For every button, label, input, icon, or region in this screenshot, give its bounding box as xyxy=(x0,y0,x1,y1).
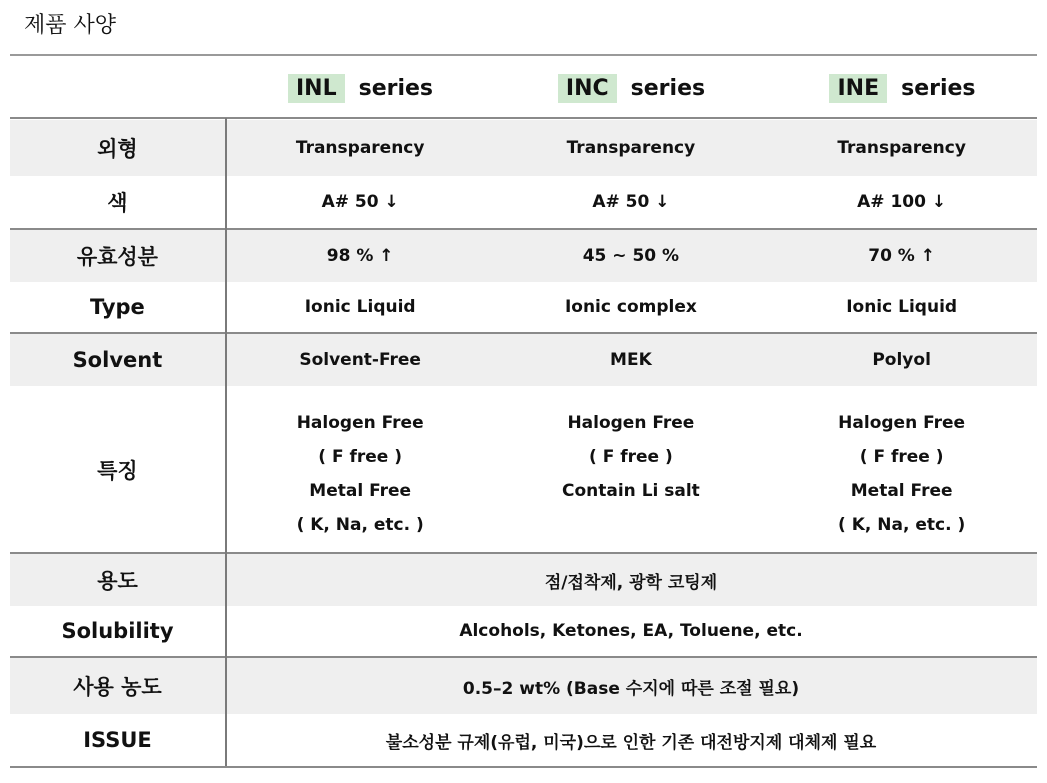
feature-line: ( F free ) xyxy=(859,447,944,467)
header-ine xyxy=(767,68,1038,108)
feature-line: ( F free ) xyxy=(318,447,403,467)
row-concentration xyxy=(10,658,1037,714)
feature-line: Halogen Free xyxy=(838,413,966,433)
cell-inc: 45 ~ 50 % xyxy=(582,246,680,266)
feature-line: Halogen Free xyxy=(296,413,424,433)
feature-line: Metal Free xyxy=(850,481,953,501)
cell-inc: Ionic complex xyxy=(564,297,697,317)
feature-line: ( F free ) xyxy=(589,447,673,467)
row-label: 사용 농도 xyxy=(73,675,162,699)
row-label: Solvent xyxy=(72,348,163,372)
title-divider xyxy=(10,54,1037,56)
cell-inl: Transparency xyxy=(295,138,425,158)
row-label: 용도 xyxy=(97,569,138,593)
series-name: INL xyxy=(288,74,345,103)
cell-span: Alcohols, Ketones, EA, Toluene, etc. xyxy=(459,621,803,641)
feature-line: ( K, Na, etc. ) xyxy=(296,515,424,535)
row-issue xyxy=(10,714,1037,766)
page-title: 제품 사양 xyxy=(24,13,117,38)
row-label: 외형 xyxy=(97,137,138,161)
row-label: Solubility xyxy=(61,619,174,643)
row-features xyxy=(10,388,1037,552)
cell-inl xyxy=(225,388,496,542)
row-type xyxy=(10,282,1037,332)
cell-inl: 98 % ↑ xyxy=(326,246,394,266)
cell-ine: 70 % ↑ xyxy=(868,246,936,266)
header-inc xyxy=(496,68,767,108)
label-column-divider xyxy=(225,118,227,766)
feature-line: Contain Li salt xyxy=(561,481,700,501)
cell-span: 점/접착제, 광학 코팅제 xyxy=(544,572,718,593)
series-suffix: series xyxy=(901,75,976,101)
row-active-content xyxy=(10,230,1037,282)
row-appearance xyxy=(10,120,1037,176)
cell-inl: Solvent-Free xyxy=(299,350,421,370)
row-usage xyxy=(10,554,1037,606)
feature-line: ( K, Na, etc. ) xyxy=(838,515,966,535)
cell-inc: Transparency xyxy=(566,138,696,158)
cell-span: 0.5–2 wt% (Base 수지에 따른 조절 필요) xyxy=(462,678,800,699)
row-color xyxy=(10,176,1037,228)
cell-inc xyxy=(496,388,767,508)
row-label: Type xyxy=(90,295,145,319)
cell-inc: A# 50 ↓ xyxy=(592,192,670,212)
feature-line: Metal Free xyxy=(309,481,412,501)
feature-line: Halogen Free xyxy=(567,413,695,433)
cell-ine: Ionic Liquid xyxy=(846,297,958,317)
row-solubility xyxy=(10,606,1037,656)
cell-ine: Transparency xyxy=(837,138,966,158)
cell-ine: Polyol xyxy=(872,350,931,370)
table-bottom-rule xyxy=(10,766,1037,768)
series-suffix: series xyxy=(630,75,706,101)
header-inl xyxy=(225,68,496,108)
cell-ine xyxy=(766,388,1037,542)
table-divider xyxy=(10,117,1037,119)
cell-ine: A# 100 ↓ xyxy=(857,192,947,212)
cell-inc: MEK xyxy=(610,350,652,370)
row-label: 특징 xyxy=(97,459,138,483)
row-label: 색 xyxy=(107,191,128,215)
cell-inl: A# 50 ↓ xyxy=(321,192,399,212)
series-name: INE xyxy=(829,74,887,103)
row-label: ISSUE xyxy=(83,728,152,752)
series-suffix: series xyxy=(358,75,434,101)
cell-span: 불소성분 규제(유럽, 미국)으로 인한 기존 대전방지제 대체제 필요 xyxy=(385,732,877,753)
series-name: INC xyxy=(558,74,617,103)
row-solvent xyxy=(10,334,1037,386)
row-label: 유효성분 xyxy=(76,245,158,269)
cell-inl: Ionic Liquid xyxy=(304,297,416,317)
